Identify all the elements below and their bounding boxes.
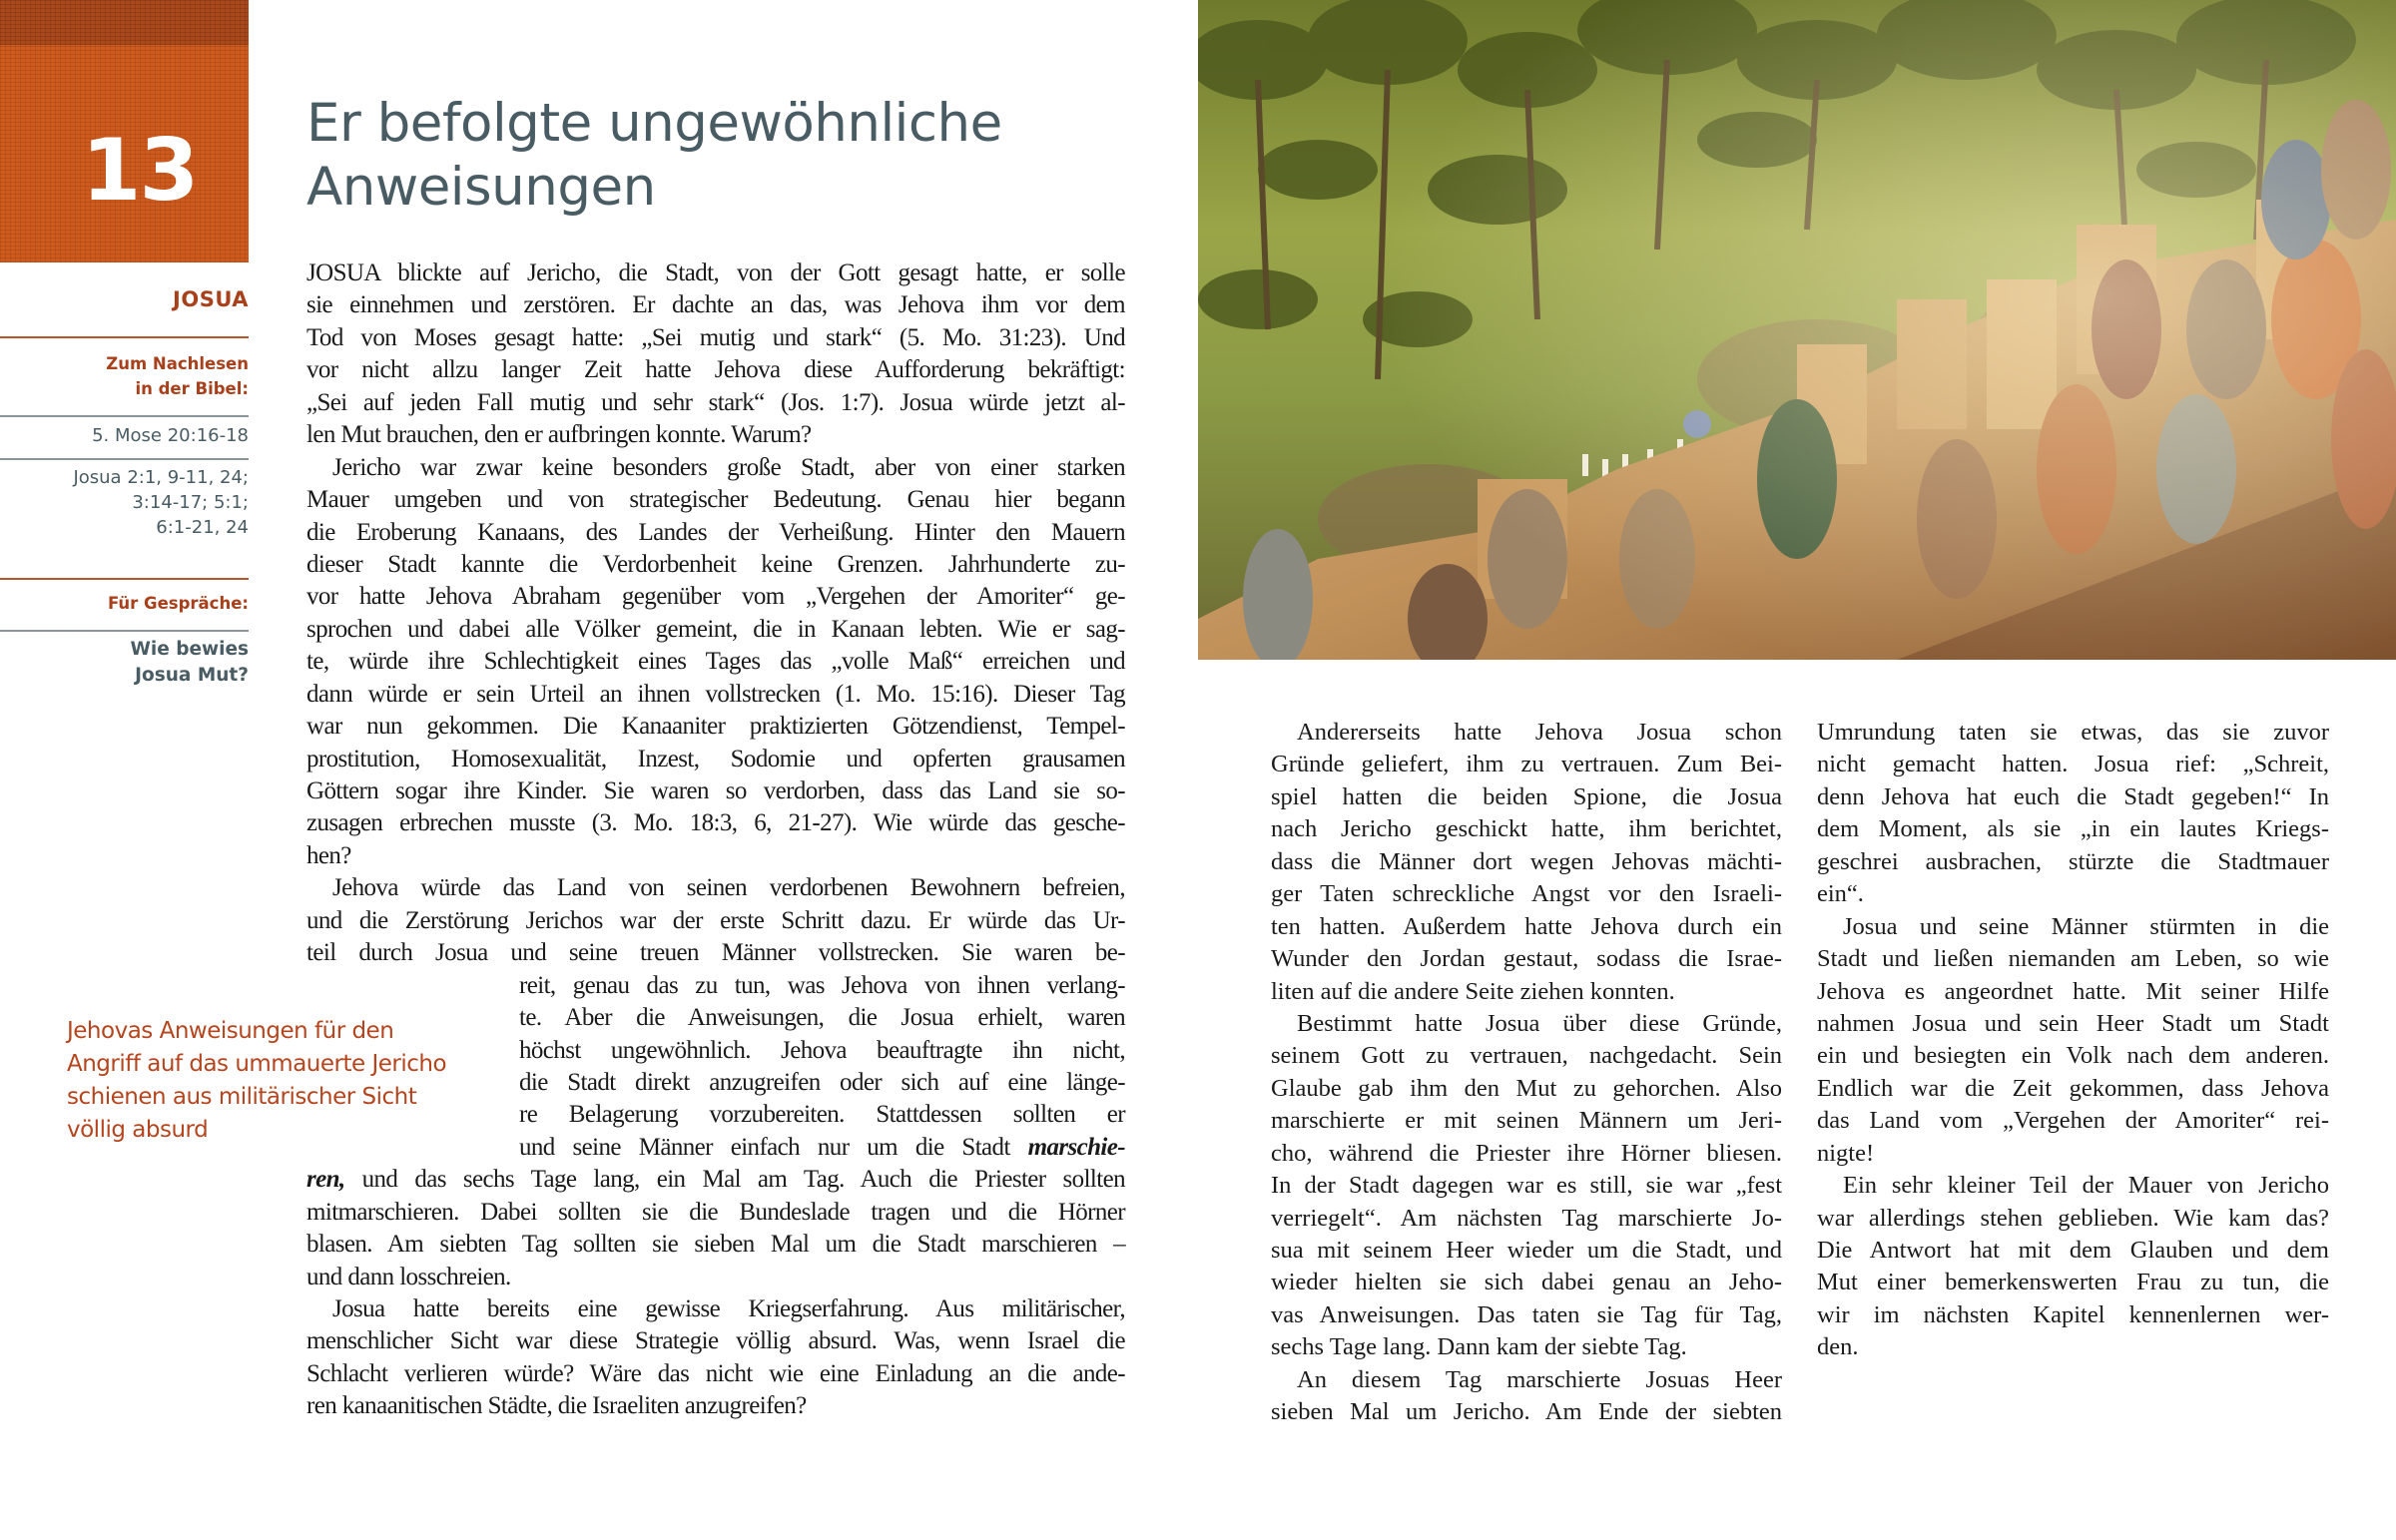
- body-column-left: [306, 257, 1125, 1423]
- text-line-content: war nun gekommen. Die Kanaaniter praktizierten Götzendienst, Tempel-: [306, 713, 1125, 741]
- text-line-content: seinem Gott zu vertrauen, nachgedacht. Sein: [1271, 1042, 1782, 1070]
- text-line-content: Ein sehr kleiner Teil der Mauer von Jericho: [1843, 1172, 2329, 1200]
- text-line-content: wir im nächsten Kapitel kennenlernen wer-: [1817, 1300, 2329, 1328]
- text-line: [519, 1002, 1125, 1034]
- emphasis-text: marschie-: [1027, 1133, 1125, 1161]
- text-line-content: vor hatte Jehova Abraham gegenüber vom „Vergehen der Amoriter“ ge-: [306, 583, 1125, 611]
- text-line-content: dann würde er sein Urteil an ihnen vollstrecken (1. Mo. 15:16). Dieser Tag: [306, 680, 1125, 708]
- sidebar-reference-2: [0, 465, 249, 540]
- text-line-content: Jehova würde das Land von seinen verdorbenen Bewohnern befreien,: [332, 874, 1125, 902]
- text-line-content: sprochen und dabei alle Völker gemeint, die in Kanaan lebten. Wie er sag-: [306, 615, 1125, 643]
- text-line-content: und das sechs Tage lang, ein Mal am Tag. Auch die Priester sollten: [344, 1166, 1125, 1194]
- text-line: [306, 840, 1125, 872]
- sidebar-reference-1: 5. Mose 20:16-18: [92, 425, 249, 446]
- text-line: [306, 775, 1125, 807]
- chapter-number-block: [0, 0, 249, 262]
- text-line-content: sua mit seinem Heer wieder um die Stadt, und: [1271, 1237, 1782, 1264]
- text-line-content: cho, während die Priester ihre Hörner bliesen.: [1271, 1139, 1782, 1167]
- text-line-content: ten hatten. Außerdem hatte Jehova durch ein: [1271, 912, 1782, 940]
- text-line-content: Schlacht verlieren würde? Wäre das nicht wie eine Einladung an die ande-: [306, 1359, 1125, 1387]
- text-line-content: spiel hatten die beiden Spione, die Josua: [1271, 782, 1782, 810]
- text-line: [1271, 1396, 1782, 1428]
- text-line-content: „Sei auf jeden Fall mutig und sehr stark“ (Jos. 1:7). Josua würde jetzt al-: [306, 388, 1125, 416]
- text-line: [1271, 1170, 1782, 1202]
- text-line-content: Mauer umgeben und von strategischer Bedeutung. Genau hier begann: [306, 486, 1125, 514]
- sidebar-question-line-2: Josua Mut?: [135, 665, 249, 686]
- text-line: [306, 937, 1125, 969]
- text-line-content: vor nicht allzu langer Zeit hatte Jehova diese Aufforderung bekräftigt:: [306, 356, 1125, 384]
- text-line: [306, 354, 1125, 386]
- text-line: [1817, 717, 2329, 749]
- text-line: [519, 1132, 1125, 1164]
- text-line-content: Umrundung taten sie etwas, das sie zuvor: [1817, 719, 2329, 746]
- text-line-content: hen?: [306, 841, 351, 869]
- text-line: [1817, 1138, 2329, 1170]
- sunlight-glow: [1198, 0, 2396, 660]
- sidebar-reference-2-line-3: 6:1-21, 24: [156, 517, 249, 538]
- text-line-content: Jericho war zwar keine besonders große Stadt, aber von einer starken: [332, 453, 1125, 481]
- text-line: [1817, 846, 2329, 878]
- sidebar-reading-label-line-2: in der Bibel:: [135, 379, 249, 398]
- text-line-content: Andererseits hatte Jehova Josua schon: [1297, 719, 1782, 746]
- text-line: [306, 387, 1125, 419]
- text-line: [1271, 1235, 1782, 1267]
- text-line-content: blasen. Am siebten Tag sollten sie sieben Mal um die Stadt marschieren –: [306, 1231, 1125, 1259]
- pull-quote: [67, 1015, 486, 1147]
- text-line-content: wieder hielten sie sich dabei genau an Jeho-: [1271, 1269, 1782, 1296]
- text-line: [1817, 1105, 2329, 1137]
- text-line-content: verriegelt“. Am nächsten Tag marschierte Jo-: [1271, 1204, 1782, 1232]
- text-line: [306, 1229, 1125, 1261]
- sidebar-reading-label: [0, 351, 249, 401]
- text-line-content: Die Antwort hat mit dem Glauben und dem: [1817, 1237, 2329, 1264]
- text-line-content: die Stadt direkt anzugreifen oder sich auf eine länge-: [519, 1068, 1125, 1096]
- text-line-content: ren kanaanitischen Städte, die Israeliten anzugreifen?: [306, 1392, 807, 1420]
- text-line: [306, 872, 1125, 904]
- text-line-content: liten auf die andere Seite ziehen konnten.: [1271, 977, 1675, 1005]
- text-line-content: Bestimmt hatte Josua über diese Gründe,: [1297, 1009, 1782, 1037]
- text-line: [1271, 1267, 1782, 1298]
- text-line: [306, 1164, 1125, 1196]
- text-line: [1817, 1073, 2329, 1105]
- chapter-title-line-1: Er befolgte ungewöhnliche: [306, 93, 1002, 154]
- text-line-content: te, würde ihre Schlechtigkeit eines Tages das „volle Maß“ erreichen und: [306, 648, 1125, 676]
- text-line: [306, 581, 1125, 613]
- text-line-content: marschierte er mit seinen Männern um Jeri-: [1271, 1107, 1782, 1135]
- text-line-content: und die Zerstörung Jerichos war der erste Schritt dazu. Er würde das Ur-: [306, 906, 1125, 934]
- text-line: [1817, 943, 2329, 975]
- text-line: [1817, 1040, 2329, 1072]
- text-line-content: ein“.: [1817, 880, 1864, 908]
- text-line-content: JOSUA blickte auf Jericho, die Stadt, von der Gott gesagt hatte, er solle: [306, 259, 1125, 286]
- text-line-content: dass die Männer dort wegen Jehovas mächti-: [1271, 847, 1782, 875]
- chapter-block-top-strip: [0, 0, 249, 45]
- text-line: [1817, 878, 2329, 910]
- text-line-content: mitmarschieren. Dabei sollten sie die Bundeslade tragen und die Hörner: [306, 1198, 1125, 1226]
- text-line: [1271, 1073, 1782, 1105]
- text-line-content: zusagen erbrechen musste (3. Mo. 18:3, 6, 21-27). Wie würde das gesche-: [306, 809, 1125, 837]
- text-line: [306, 452, 1125, 484]
- text-line: [306, 1390, 1125, 1422]
- text-line: [1817, 749, 2329, 780]
- text-line: [1817, 1008, 2329, 1040]
- text-line-content: sieben Mal um Jericho. Am Ende der siebten: [1271, 1398, 1782, 1426]
- sidebar-discussion-question: [0, 637, 249, 689]
- text-line: [1817, 1170, 2329, 1202]
- text-line-content: ger Taten schreckliche Angst vor den Israeli-: [1271, 880, 1782, 908]
- text-line: [1271, 1203, 1782, 1235]
- sidebar-divider: [0, 458, 249, 460]
- text-line: [306, 322, 1125, 354]
- text-line-content: Endlich war die Zeit gekommen, dass Jehova: [1817, 1074, 2329, 1102]
- emphasis-text: ren,: [306, 1166, 345, 1194]
- text-line: [306, 679, 1125, 711]
- text-line: [1271, 1105, 1782, 1137]
- text-line: [306, 744, 1125, 775]
- illustration-image: [1198, 0, 2396, 660]
- text-line: [306, 1358, 1125, 1390]
- text-line-content: nicht gemacht hatten. Josua rief: „Schreit,: [1817, 751, 2329, 778]
- text-line-content: nigte!: [1817, 1139, 1875, 1167]
- text-line-content: Tod von Moses gesagt hatte: „Sei mutig und stark“ (5. Mo. 31:23). Und: [306, 323, 1125, 351]
- text-line: [519, 1067, 1125, 1099]
- sidebar-reference-2-line-2: 3:14-17; 5:1;: [132, 492, 249, 513]
- text-line-content: menschlicher Sicht war diese Strategie völlig absurd. Was, wenn Israel die: [306, 1327, 1125, 1355]
- text-line-content: Gründe geliefert, ihm zu vertrauen. Zum Bei-: [1271, 751, 1782, 778]
- text-line-content: Wunder den Jordan gestaut, sodass die Israe-: [1271, 945, 1782, 973]
- text-line-content: geschrei ausbrachen, stürzte die Stadtmauer: [1817, 847, 2329, 875]
- body-column-b: [1817, 717, 2329, 1364]
- text-line: [1271, 717, 1782, 749]
- text-line-content: dem Moment, als sie „in ein lautes Kriegs-: [1817, 815, 2329, 843]
- text-line-content: denn Jehova hat euch die Stadt gegeben!“ In: [1817, 782, 2329, 810]
- text-line-content: die Eroberung Kanaans, des Landes der Verheißung. Hinter den Mauern: [306, 518, 1125, 546]
- text-line-content: und seine Männer einfach nur um die Stadt: [519, 1133, 1028, 1161]
- text-line-content: das Land vom „Vergehen der Amoriter“ rei-: [1817, 1107, 2329, 1135]
- text-line: [1817, 976, 2329, 1008]
- text-line: [306, 419, 1125, 451]
- text-line-content: Stadt und ließen niemanden am Leben, so wie: [1817, 945, 2329, 973]
- text-line: [1271, 1299, 1782, 1331]
- text-line: [306, 517, 1125, 549]
- text-line-content: dieser Stadt kannte die Verdorbenheit keine Grenzen. Jahrhunderte zu-: [306, 550, 1125, 578]
- text-line: [1817, 1267, 2329, 1298]
- text-line-content: re Belagerung vorzubereiten. Stattdessen sollten er: [519, 1101, 1125, 1129]
- text-line: [1817, 781, 2329, 813]
- sidebar-divider: [0, 415, 249, 417]
- illustration-jericho-wall: [1198, 0, 2396, 660]
- text-line: [1271, 878, 1782, 910]
- text-line: [1271, 1331, 1782, 1363]
- sidebar-question-line-1: Wie bewies: [130, 639, 249, 660]
- text-line-content: nach Jericho geschickt hatte, ihm berichtet,: [1271, 815, 1782, 843]
- text-line-content: prostitution, Homosexualität, Inzest, Sodomie und opferten grausamen: [306, 745, 1125, 772]
- text-line-content: höchst ungewöhnlich. Jehova beauftragte ihn nicht,: [519, 1036, 1125, 1064]
- text-line: [1271, 1040, 1782, 1072]
- text-line: [306, 1262, 1125, 1293]
- text-line: [306, 549, 1125, 581]
- text-line: [1817, 1235, 2329, 1267]
- text-line: [1271, 943, 1782, 975]
- pull-quote-line: schienen aus militärischer Sicht: [67, 1084, 417, 1110]
- text-line: [1817, 1203, 2329, 1235]
- text-line: [306, 1293, 1125, 1325]
- text-line: [1271, 749, 1782, 780]
- text-line-content: In der Stadt dagegen war es still, sie war „fest: [1271, 1172, 1782, 1200]
- body-column-a: [1271, 717, 1782, 1429]
- text-line-content: An diesem Tag marschierte Josuas Heer: [1297, 1365, 1782, 1393]
- text-line: [1817, 1299, 2329, 1331]
- text-line: [1271, 1008, 1782, 1040]
- text-line: [519, 1035, 1125, 1067]
- text-line: [1817, 1331, 2329, 1363]
- text-line: [306, 614, 1125, 646]
- text-line: [1271, 813, 1782, 845]
- text-line: [1271, 781, 1782, 813]
- text-line: [1817, 911, 2329, 943]
- text-line: [306, 257, 1125, 289]
- text-line: [306, 289, 1125, 321]
- text-line: [1271, 911, 1782, 943]
- text-line-content: Josua und seine Männer stürmten in die: [1843, 912, 2329, 940]
- sidebar-discussion-label: Für Gespräche:: [107, 594, 249, 613]
- text-line: [1271, 1138, 1782, 1170]
- text-line: [306, 905, 1125, 937]
- text-line-content: Josua hatte bereits eine gewisse Kriegserfahrung. Aus militärischer,: [332, 1295, 1125, 1322]
- sidebar-divider: [0, 578, 249, 580]
- chapter-title: [306, 92, 1002, 220]
- text-line-content: war allerdings stehen geblieben. Wie kam das?: [1817, 1204, 2329, 1232]
- text-line: [1271, 1364, 1782, 1396]
- text-line: [1271, 846, 1782, 878]
- text-line: [306, 484, 1125, 516]
- pull-quote-line: Angriff auf das ummauerte Jericho: [67, 1051, 447, 1077]
- text-line: [306, 807, 1125, 839]
- text-line: [519, 1099, 1125, 1131]
- sidebar-divider: [0, 630, 249, 632]
- text-line: [1817, 813, 2329, 845]
- text-line-content: und dann losschreien.: [306, 1263, 511, 1290]
- text-line-content: den.: [1817, 1333, 1859, 1361]
- text-line-content: nahmen Josua und sein Heer Stadt um Stadt: [1817, 1009, 2329, 1037]
- text-line-content: Göttern sogar ihre Kinder. Sie waren so verdorben, dass das Land sie so-: [306, 777, 1125, 804]
- text-line: [306, 711, 1125, 743]
- chapter-number: 13: [81, 121, 198, 221]
- text-line-content: len Mut brauchen, den er aufbringen konnte. Warum?: [306, 421, 812, 449]
- text-line: [306, 1325, 1125, 1357]
- text-line: [306, 646, 1125, 678]
- text-line-content: te. Aber die Anweisungen, die Josua erhielt, waren: [519, 1004, 1125, 1032]
- text-line-content: Glaube gab ihm den Mut zu gehorchen. Also: [1271, 1074, 1782, 1102]
- sidebar-reading-label-line-1: Zum Nachlesen: [106, 354, 249, 373]
- text-line-content: sechs Tage lang. Dann kam der siebte Tag.: [1271, 1333, 1687, 1361]
- text-line: [1271, 976, 1782, 1008]
- pull-quote-line: Jehovas Anweisungen für den: [67, 1018, 394, 1044]
- chapter-title-line-2: Anweisungen: [306, 157, 656, 218]
- text-line-content: Jehova es angeordnet hatte. Mit seiner Hilfe: [1817, 977, 2329, 1005]
- sidebar-divider: [0, 336, 249, 338]
- sidebar-book-name: JOSUA: [173, 287, 249, 311]
- text-line-content: reit, genau das zu tun, was Jehova von ihnen verlang-: [519, 971, 1125, 999]
- text-line-content: Mut einer bemerkenswerten Frau zu tun, die: [1817, 1269, 2329, 1296]
- text-line-content: vas Anweisungen. Das taten sie Tag für Tag,: [1271, 1300, 1782, 1328]
- text-line-content: sie einnehmen und zerstören. Er dachte an das, was Jehova ihm vor dem: [306, 291, 1125, 319]
- text-line: [306, 1197, 1125, 1229]
- text-line: [519, 970, 1125, 1002]
- sidebar-reference-2-line-1: Josua 2:1, 9-11, 24;: [73, 467, 249, 488]
- text-line-content: ein und besiegten ein Volk nach dem anderen.: [1817, 1042, 2329, 1070]
- pull-quote-line: völlig absurd: [67, 1117, 209, 1143]
- text-line-content: teil durch Josua und seine treuen Männer vollstrecken. Sie waren be-: [306, 939, 1125, 967]
